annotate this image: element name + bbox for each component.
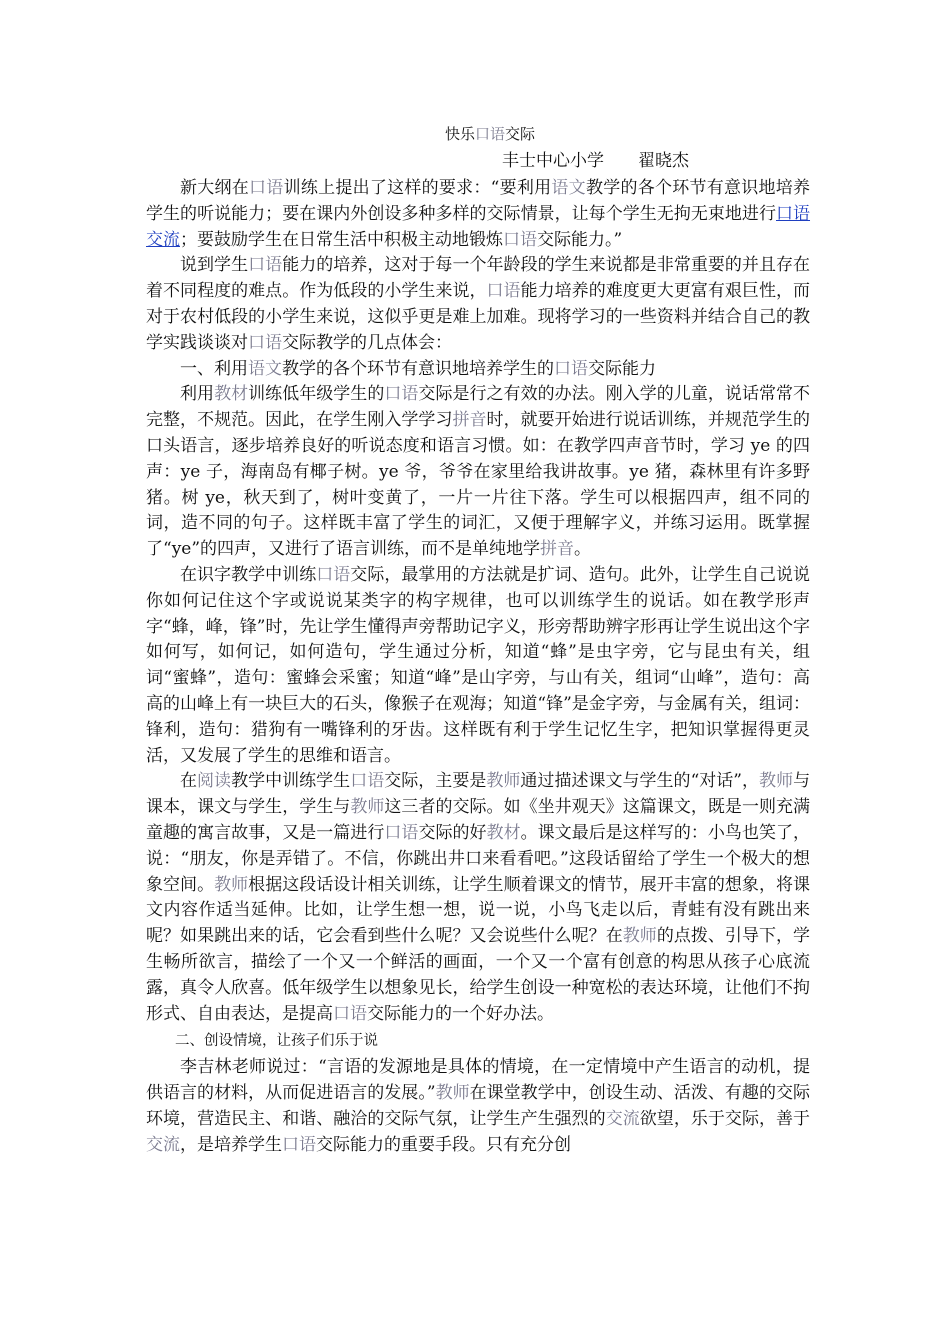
document-body xyxy=(146,176,810,1158)
text-run: 交际能力。” xyxy=(537,229,623,250)
text-run: 欲望，乐于交际，善于 xyxy=(639,1108,811,1129)
keyword-highlight: 口语 xyxy=(554,358,588,379)
body-paragraph xyxy=(146,1055,810,1158)
title-part: 交际 xyxy=(505,125,536,143)
keyword-highlight: 教材 xyxy=(214,384,249,405)
body-paragraph xyxy=(146,382,810,563)
keyword-highlight: 口语 xyxy=(248,332,282,353)
keyword-highlight: 交流 xyxy=(146,1134,180,1155)
text-run: 交际能力的重要手段。只有充分创 xyxy=(316,1134,571,1155)
document-title xyxy=(0,124,950,144)
keyword-highlight: 口语 xyxy=(503,229,537,250)
keyword-highlight: 口语 xyxy=(350,771,385,792)
keyword-highlight: 口语 xyxy=(384,822,419,843)
text-run: 能力培养的难度更大更富有艰巨性，而对于农村低段的小学生来说，这似乎更是难上加难。现将学习的一些资料并结合自己的教学实践谈谈对 xyxy=(146,281,811,353)
text-run: 二、创设情境，让孩子们乐于说 xyxy=(175,1033,378,1050)
body-paragraph xyxy=(146,769,810,1027)
text-run: 交际的好 xyxy=(418,822,487,843)
body-paragraph xyxy=(146,253,810,356)
keyword-highlight: 语文 xyxy=(551,178,586,198)
text-run: 与课本，课文与学生，学生与 xyxy=(146,771,811,818)
keyword-highlight: 拼音 xyxy=(540,539,575,560)
keyword-highlight: 口语 xyxy=(333,1003,367,1024)
text-run: 训练上提出了这样的要求：“要利用 xyxy=(283,178,552,198)
text-run: 交际能力 xyxy=(588,358,656,379)
keyword-highlight: 口语 xyxy=(249,178,284,198)
text-run: 教学的各个环节有意识地培养学生的 xyxy=(282,358,554,379)
keyword-highlight: 教师 xyxy=(486,771,521,792)
text-run: 新大纲在 xyxy=(180,178,250,198)
text-run: ；要鼓励学生在日常生活中积极主动地锻炼 xyxy=(180,229,503,250)
text-run: 说到学生 xyxy=(180,255,249,276)
keyword-highlight: 拼音 xyxy=(452,410,487,431)
text-run: 交际，主要是 xyxy=(384,771,487,792)
text-run: 交际能力的一个好办法。 xyxy=(367,1003,554,1024)
text-run: 教学中训练学生 xyxy=(231,771,351,792)
text-run: 在 xyxy=(180,771,198,792)
text-run: 交际，最掌用的方法就是扩词、造句。此外，让学生自己说说你如何记住这个字或说说某类字的构字规律，也可以训练学生的说话。如在教学形声字“蜂，峰，锋”时，先让学生懂得声旁帮助记字义，形旁帮助辨字形再让学生说出这个字如何写，如何记，如何造句，学生通过分析，知道“蜂”是虫字旁，它与昆虫有关，组词“蜜蜂”，造句：蜜蜂会采蜜；知道“峰”是山字旁，与山有关，组词“山峰”，造句：高高的山峰上有一块巨大的石头，像猴子在观海；知道“锋”是金字旁，与金属有关，组词：锋利，造句：猎狗有一嘴锋利的牙齿。这样既有利于学生记忆生字，把知识掌握得更灵活，又发展了学生的思维和语言。 xyxy=(146,564,811,766)
keyword-highlight: 口语 xyxy=(486,281,521,302)
text-run: 一、利用 xyxy=(180,358,248,379)
keyword-highlight: 口语 xyxy=(316,564,351,585)
title-part: 快乐 xyxy=(444,125,475,143)
text-run: 通过描述课文与学生的“对话”， xyxy=(520,771,760,792)
text-run: 利用 xyxy=(180,384,215,405)
keyword-highlight: 教师 xyxy=(622,926,657,947)
text-run: 李吉林老师说过：“言语的发源地是具体的情境，在一定情境中产生语言的动机，提供语言的材料，从而促进语言的发展。” xyxy=(146,1057,810,1104)
keyword-highlight: 口语 xyxy=(248,255,283,276)
keyword-highlight: 教师 xyxy=(759,771,794,792)
text-run: 能力的培养，这对于每一个年龄段的学生来说都是非常重要的并且存在着不同程度的难点。作为低段的小学生来说， xyxy=(146,255,811,302)
text-run: 训练低年级学生的 xyxy=(248,384,385,405)
keyword-highlight: 教师 xyxy=(350,797,385,818)
author-name: 翟晓杰 xyxy=(638,151,689,171)
author-school: 丰士中心小学 xyxy=(502,151,604,171)
text-run: 时，就要开始进行说话训练，并规范学生的口头语言，逐步培养良好的听说态度和语言习惯。如：在教学四声音节时，学习 ye 的四声：ye 子，海南岛有椰子树。ye 爷，爷爷在家里给我讲故事。ye 猪，森林里有许多野猪。树 ye，秋天到了，树叶变黄了，一片一片往下落。学生可以根据四声，组不同的词，造不同的句子。这样既丰富了学生的词汇，又便于理解字义，并练习运用。既掌握了“ye”的四声，又进行了语言训练，而不是单纯地学 xyxy=(146,410,811,560)
text-run: 在识字教学中训练 xyxy=(180,564,317,585)
body-paragraph xyxy=(146,176,810,253)
keyword-link[interactable]: 口语交流 xyxy=(146,203,811,250)
section-heading xyxy=(146,1027,810,1055)
text-run: 这三者的交际。如《坐井观天》这篇课文，既是一则充满童趣的寓言故事，又是一篇进行 xyxy=(146,797,811,843)
text-run: 交际是行之有效的办法。刚入学的儿童，说话常常不完整，不规范。因此，在学生刚入学学习 xyxy=(146,384,811,431)
author-line xyxy=(502,150,689,172)
text-run: 在课堂教学中，创设生动、活泼、有趣的交际环境，营造民主、和谐、融洽的交际气氛，让学生产生强烈的 xyxy=(146,1083,810,1129)
text-run: 。课文最后是这样写的：小鸟也笑了，说：“朋友，你是弄错了。不信，你跳出井口来看看吧。”这段话留给了学生一个极大的想象空间。 xyxy=(146,822,811,895)
text-run: 。 xyxy=(574,539,592,560)
section-heading xyxy=(146,357,810,383)
text-run: ，是培养学生 xyxy=(180,1134,282,1155)
keyword-highlight: 教材 xyxy=(486,822,521,843)
keyword-highlight: 交流 xyxy=(605,1108,640,1129)
body-paragraph xyxy=(146,563,810,769)
text-run: 根据这段话设计相关训练，让学生顺着课文的情节，展开丰富的想象，将课文内容作适当延伸。比如，让学生想一想，说一说，小鸟飞走以后，青蛙有没有跳出来呢？如果跳出来的话，它会看到些什么呢？又会说些什么呢？在 xyxy=(146,874,811,947)
keyword-highlight: 教师 xyxy=(214,874,249,895)
text-run: 的点拨、引导下，学生畅所欲言，描绘了一个又一个鲜活的画面，一个又一个富有创意的构思从孩子心底流露，真令人欣喜。低年级学生以想象见长，给学生创设一种宽松的表达环境，让他们不拘形式、自由表达，是提高 xyxy=(146,926,811,1024)
keyword-highlight: 语文 xyxy=(248,358,282,379)
title-part-highlighted: 口语 xyxy=(474,125,505,143)
keyword-highlight: 口语 xyxy=(384,384,419,405)
text-run: 交际教学的几点体会： xyxy=(282,332,452,353)
keyword-highlight: 阅读 xyxy=(197,771,232,792)
text-run: 教学的各个环节有意识地培养学生的听说能力；要在课内外创设多种多样的交际情景，让每个学生无拘无束地进行 xyxy=(146,178,811,224)
keyword-highlight: 口语 xyxy=(282,1134,316,1155)
keyword-highlight: 教师 xyxy=(435,1083,470,1104)
